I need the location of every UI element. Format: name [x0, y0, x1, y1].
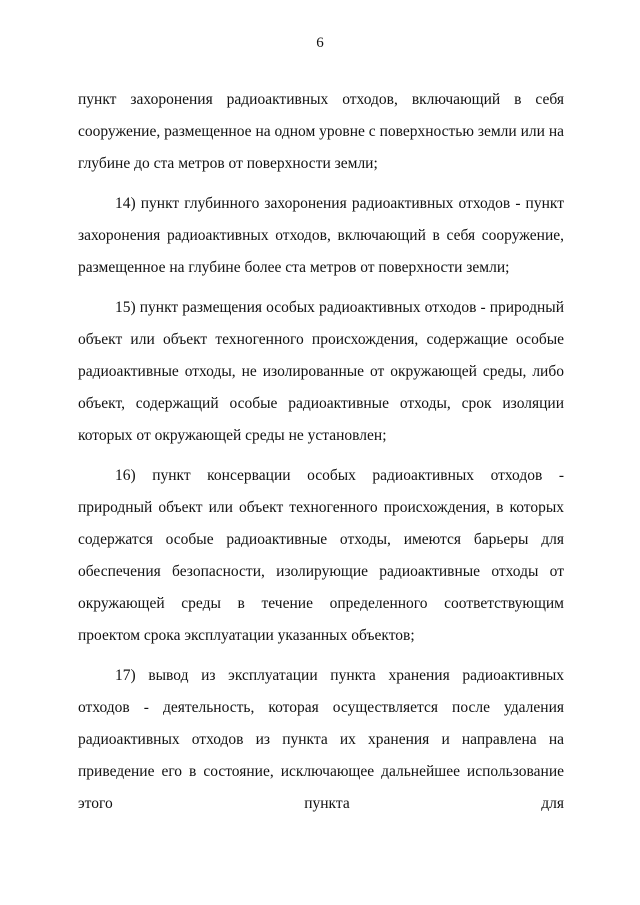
- document-body: [78, 84, 564, 828]
- paragraph-item-15: 15) пункт размещения особых радиоактивных отходов - природный объект или объект техногенного происхождения, содержащие особые радиоактивные отходы, не изолированные от окружающей среды, либо объект, содержащий особые радиоактивные отходы, срок изоляции которых от окружающей среды не установлен;: [78, 299, 564, 444]
- paragraph-item-16: 16) пункт консервации особых радиоактивных отходов - природный объект или объект техногенного происхождения, в которых содержатся особые радиоактивные отходы, имеются барьеры для обеспечения безопасности, изолирующие радиоактивные отходы от окружающей среды в течение определенного соответствующим проектом срока эксплуатации указанных объектов;: [78, 467, 564, 644]
- page-number: 6: [316, 35, 324, 51]
- paragraph-continuation: пункт захоронения радиоактивных отходов, включающий в себя сооружение, размещенное на одном уровне с поверхностью земли или на глубине до ста метров от поверхности земли;: [78, 91, 564, 172]
- paragraph-item-17: 17) вывод из эксплуатации пункта хранения радиоактивных отходов - деятельность, которая осуществляется после удаления радиоактивных отходов из пункта их хранения и направлена на приведение его в состояние, исключающее дальнейшее использование этого пункта для: [78, 667, 564, 812]
- paragraph-item-14: 14) пункт глубинного захоронения радиоактивных отходов - пункт захоронения радиоактивных отходов, включающий в себя сооружение, размещенное на глубине более ста метров от поверхности земли;: [78, 195, 564, 276]
